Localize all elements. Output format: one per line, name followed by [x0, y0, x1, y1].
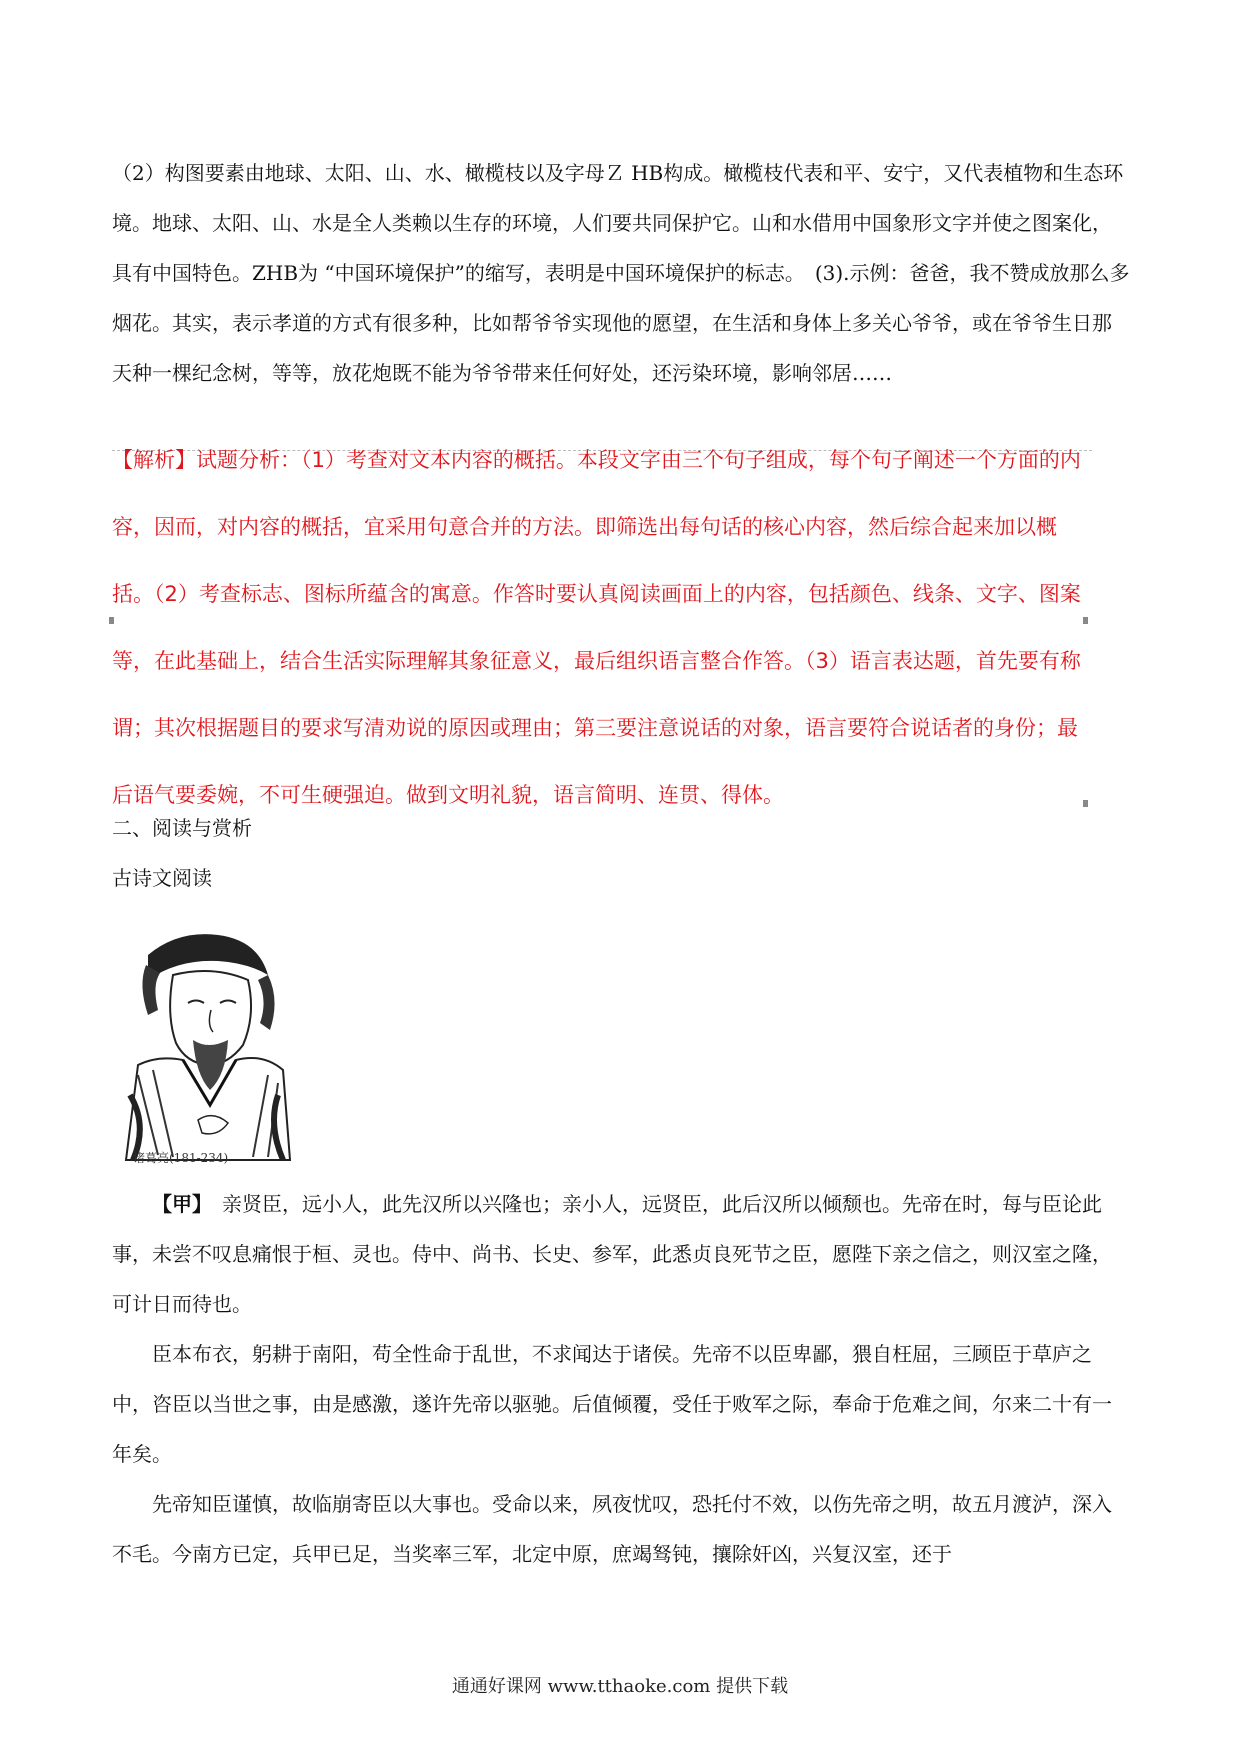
section-subtitle: 古诗文阅读: [112, 866, 212, 890]
section-title: 二、阅读与赏析: [112, 816, 252, 840]
frame-handle-left: [109, 617, 114, 624]
portrait-image: [118, 925, 294, 1170]
passage-tag: 【甲】: [152, 1192, 202, 1216]
passage-paragraph-1: [112, 1179, 1130, 1329]
passage-paragraph-3: 先帝知臣谨慎，故临崩寄臣以大事也。受命以来，夙夜忧叹，恐托付不效，以伤先帝之明，故五月渡泸，深入不毛。今南方已定，兵甲已足，当奖率三军，北定中原，庶竭驽钝，攘除奸凶，兴复汉室，还于: [112, 1492, 1112, 1566]
frame-handle-bottom-right: [1083, 800, 1088, 807]
answer-paragraph: （2）构图要素由地球、太阳、山、水、橄榄枝以及字母Ｚ HB构成。橄榄枝代表和平、安宁，又代表植物和生态环境。地球、太阳、山、水是全人类赖以生存的环境，人们要共同保护它。山和水借用中国象形文字并使之图案化，具有中国特色。ZHB为 “中国环境保护”的缩写，表明是中国环境保护的标志。 (3).示例：爸爸，我不赞成放那么多烟花。其实，表示孝道的方式有很多种，比如帮爷爷实现他的愿望，在生活和身体上多关心爷爷，或在爷爷生日那天种一棵纪念树，等等，放花炮既不能为爷爷带来任何好处，还污染环境，影响邻居……: [112, 161, 1130, 385]
passage-paragraph-1-text: 亲贤臣，远小人，此先汉所以兴隆也；亲小人，远贤臣，此后汉所以倾颓也。先帝在时，每与臣论此事，未尝不叹息痛恨于桓、灵也。侍中、尚书、长史、参军，此悉贞良死节之臣，愿陛下亲之信之，则汉室之隆，可计日而待也。: [112, 1192, 1112, 1316]
analysis-box: [112, 450, 1092, 813]
frame-handle-right: [1083, 617, 1088, 624]
analysis-text: 【解析】试题分析：（1）考查对文本内容的概括。本段文字由三个句子组成，每个句子阐述一个方面的内容，因而，对内容的概括，宜采用句意合并的方法。即筛选出每句话的核心内容，然后综合起来加以概括。（2）考查标志、图标所蕴含的寓意。作答时要认真阅读画面上的内容，包括颜色、线条、文字、图案等，在此基础上，结合生活实际理解其象征意义，最后组织语言整合作答。（3）语言表达题，首先要有称谓；其次根据题目的要求写清劝说的原因或理由；第三要注意说话的对象，语言要符合说话者的身份；最后语气要委婉，不可生硬强迫。做到文明礼貌，语言简明、连贯、得体。: [112, 448, 1081, 807]
passage-paragraph-2: 臣本布衣，躬耕于南阳，苟全性命于乱世，不求闻达于诸侯。先帝不以臣卑鄙，猥自枉屈，三顾臣于草庐之中，咨臣以当世之事，由是感激，遂许先帝以驱驰。后值倾覆，受任于败军之际，奉命于危难之间，尔来二十有一年矣。: [112, 1342, 1112, 1466]
page-footer: 通通好课网 www.tthaoke.com 提供下载: [451, 1676, 789, 1697]
portrait-caption: 诸葛亮(181-234): [133, 1151, 229, 1165]
